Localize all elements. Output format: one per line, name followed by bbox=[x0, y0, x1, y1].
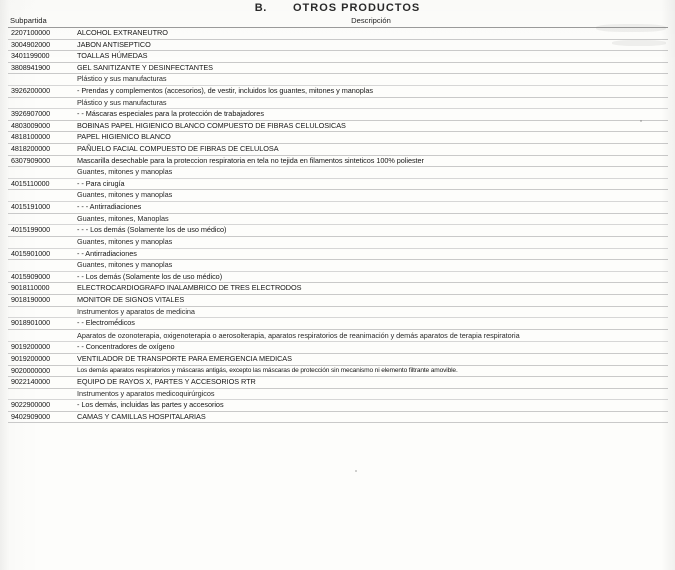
column-header-code: Subpartida bbox=[8, 17, 74, 27]
cell-description: - Los demás, incluidas las partes y accesorios bbox=[74, 400, 668, 412]
cell-description: Guantes, mitones y manoplas bbox=[74, 236, 668, 248]
cell-description: MONITOR DE SIGNOS VITALES bbox=[74, 294, 668, 306]
cell-description: - Prendas y complementos (accesorios), de vestir, incluidos los guantes, mitones y manoplas bbox=[74, 86, 668, 98]
section-letter: B. bbox=[254, 2, 267, 14]
cell-subpartida-code: 4818100000 bbox=[8, 132, 74, 144]
table-row bbox=[8, 294, 668, 306]
table-row bbox=[8, 27, 668, 39]
section-title: OTROS PRODUCTOS bbox=[292, 2, 421, 14]
cell-subpartida-code bbox=[8, 236, 74, 248]
cell-subpartida-code: 9020000000 bbox=[8, 365, 74, 376]
cell-description: Guantes, mitones y manoplas bbox=[74, 190, 668, 202]
cell-subpartida-code bbox=[8, 213, 74, 225]
cell-subpartida-code: 9018190000 bbox=[8, 294, 74, 306]
table-row bbox=[8, 39, 668, 51]
cell-subpartida-code: 4803009000 bbox=[8, 120, 74, 132]
table-row bbox=[8, 260, 668, 272]
table-row bbox=[8, 236, 668, 248]
table-row bbox=[8, 388, 668, 400]
cell-subpartida-code bbox=[8, 190, 74, 202]
cell-subpartida-code bbox=[8, 260, 74, 272]
table-row bbox=[8, 306, 668, 318]
cell-description: - - Electromédicos bbox=[74, 318, 668, 330]
cell-description: - - Para cirugía bbox=[74, 178, 668, 190]
table-row bbox=[8, 248, 668, 260]
cell-description: Guantes, mitones y manoplas bbox=[74, 167, 668, 179]
cell-description: Instrumentos y aparatos medicoquirúrgicos bbox=[74, 388, 668, 400]
cell-description: GEL SANITIZANTE Y DESINFECTANTES bbox=[74, 62, 668, 74]
cell-subpartida-code bbox=[8, 329, 74, 341]
cell-subpartida-code: 4015191000 bbox=[8, 202, 74, 214]
table-row bbox=[8, 213, 668, 225]
scan-speck bbox=[355, 470, 357, 472]
table-row bbox=[8, 62, 668, 74]
cell-description: EQUIPO DE RAYOS X, PARTES Y ACCESORIOS RTR bbox=[74, 376, 668, 388]
cell-description: CAMAS Y CAMILLAS HOSPITALARIAS bbox=[74, 411, 668, 423]
cell-subpartida-code: 4015199000 bbox=[8, 225, 74, 237]
cell-description: Guantes, mitones, Manoplas bbox=[74, 213, 668, 225]
table-row bbox=[8, 202, 668, 214]
cell-subpartida-code: 3926907000 bbox=[8, 109, 74, 121]
table-row bbox=[8, 271, 668, 283]
table-row bbox=[8, 86, 668, 98]
cell-description: Aparatos de ozonoterapia, oxigenoterapia o aerosolterapia, aparatos respiratorios de reanimación y demás aparatos de terapia respiratoria bbox=[74, 329, 668, 341]
table-row bbox=[8, 329, 668, 341]
cell-subpartida-code bbox=[8, 388, 74, 400]
table-row bbox=[8, 411, 668, 423]
cell-description: JABON ANTISEPTICO bbox=[74, 39, 668, 51]
table-row bbox=[8, 109, 668, 121]
cell-description: Plástico y sus manufacturas bbox=[74, 74, 668, 86]
cell-subpartida-code: 9022140000 bbox=[8, 376, 74, 388]
cell-description: VENTILADOR DE TRANSPORTE PARA EMERGENCIA MEDICAS bbox=[74, 353, 668, 365]
cell-description: - - Concentradores de oxígeno bbox=[74, 342, 668, 354]
cell-subpartida-code: 9018110000 bbox=[8, 283, 74, 295]
cell-subpartida-code bbox=[8, 74, 74, 86]
cell-subpartida-code: 4818200000 bbox=[8, 144, 74, 156]
table-row bbox=[8, 225, 668, 237]
cell-description: - - - Los demás (Solamente los de uso médico) bbox=[74, 225, 668, 237]
table-row bbox=[8, 190, 668, 202]
table-row bbox=[8, 167, 668, 179]
cell-description: ELECTROCARDIOGRAFO INALAMBRICO DE TRES ELECTRODOS bbox=[74, 283, 668, 295]
cell-subpartida-code: 9402909000 bbox=[8, 411, 74, 423]
cell-description: - - Máscaras especiales para la protección de trabajadores bbox=[74, 109, 668, 121]
cell-subpartida-code: 4015909000 bbox=[8, 271, 74, 283]
cell-subpartida-code: 4015110000 bbox=[8, 178, 74, 190]
cell-description: PAPEL HIGIENICO BLANCO bbox=[74, 132, 668, 144]
tariff-table bbox=[8, 17, 668, 423]
cell-subpartida-code: 3926200000 bbox=[8, 86, 74, 98]
cell-subpartida-code: 9019200000 bbox=[8, 342, 74, 354]
cell-subpartida-code: 6307909000 bbox=[8, 155, 74, 167]
cell-description: - - - Antirradiaciones bbox=[74, 202, 668, 214]
table-row bbox=[8, 97, 668, 109]
table-body bbox=[8, 27, 668, 422]
table-row bbox=[8, 376, 668, 388]
cell-subpartida-code: 3004902000 bbox=[8, 39, 74, 51]
cell-subpartida-code: 9022900000 bbox=[8, 400, 74, 412]
table-row bbox=[8, 144, 668, 156]
cell-description: Los demás aparatos respiratorios y máscaras antigás, excepto las máscaras de protección sin mecanismo ni elemento filtrante amovible. bbox=[74, 365, 668, 376]
table-row bbox=[8, 283, 668, 295]
table-row bbox=[8, 74, 668, 86]
cell-description: - - Antirradiaciones bbox=[74, 248, 668, 260]
table-row bbox=[8, 178, 668, 190]
cell-description: Guantes, mitones y manoplas bbox=[74, 260, 668, 272]
table-row bbox=[8, 132, 668, 144]
cell-subpartida-code: 9018901000 bbox=[8, 318, 74, 330]
cell-description: BOBINAS PAPEL HIGIENICO BLANCO COMPUESTO DE FIBRAS CELULOSICAS bbox=[74, 120, 668, 132]
table-row bbox=[8, 400, 668, 412]
cell-subpartida-code: 9019200000 bbox=[8, 353, 74, 365]
cell-subpartida-code: 3808941900 bbox=[8, 62, 74, 74]
table-row bbox=[8, 318, 668, 330]
cell-subpartida-code bbox=[8, 306, 74, 318]
cell-description: Instrumentos y aparatos de medicina bbox=[74, 306, 668, 318]
table-row bbox=[8, 342, 668, 354]
table-row bbox=[8, 365, 668, 376]
table-header-row bbox=[8, 17, 668, 27]
column-header-description: Descripción bbox=[74, 17, 668, 27]
table-row bbox=[8, 51, 668, 63]
cell-subpartida-code bbox=[8, 167, 74, 179]
cell-description: ALCOHOL EXTRANEUTRO bbox=[74, 27, 668, 39]
cell-subpartida-code: 3401199000 bbox=[8, 51, 74, 63]
cell-subpartida-code bbox=[8, 97, 74, 109]
cell-description: PAÑUELO FACIAL COMPUESTO DE FIBRAS DE CELULOSA bbox=[74, 144, 668, 156]
cell-description: Mascarilla desechable para la proteccion respiratoria en tela no tejida en filamentos sinteticos 100% poliester bbox=[74, 155, 668, 167]
section-header bbox=[0, 2, 675, 14]
table-row bbox=[8, 353, 668, 365]
cell-description: - - Los demás (Solamente los de uso médico) bbox=[74, 271, 668, 283]
table-row bbox=[8, 120, 668, 132]
table-row bbox=[8, 155, 668, 167]
cell-description: Plástico y sus manufacturas bbox=[74, 97, 668, 109]
cell-subpartida-code: 4015901000 bbox=[8, 248, 74, 260]
cell-description: TOALLAS HÚMEDAS bbox=[74, 51, 668, 63]
cell-subpartida-code: 2207100000 bbox=[8, 27, 74, 39]
